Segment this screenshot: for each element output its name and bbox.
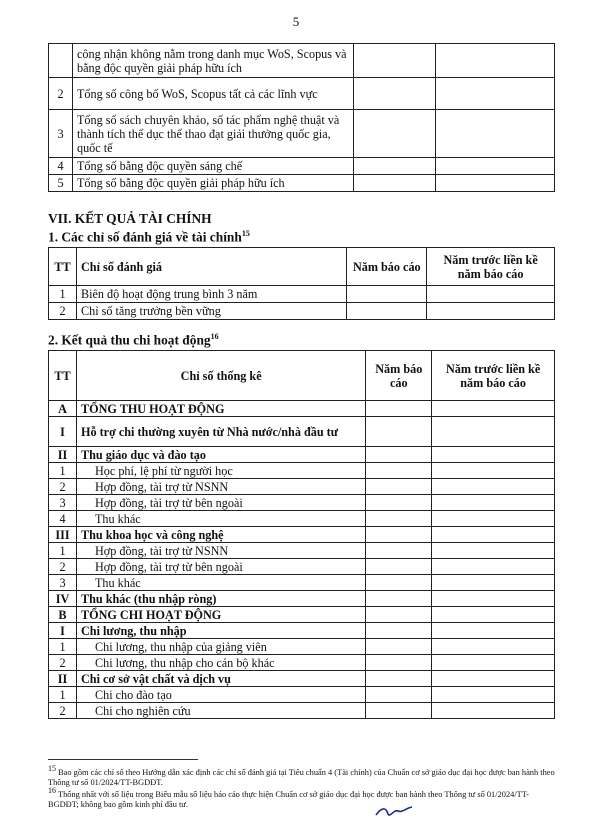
row-text: Hợp đồng, tài trợ từ bên ngoài: [76, 559, 365, 575]
cell-year: [366, 591, 432, 607]
row-tt: 5: [49, 175, 73, 192]
row-tt: 3: [49, 575, 77, 591]
header-tt: TT: [49, 351, 77, 401]
table-row: [49, 607, 555, 623]
cell-prev: [436, 175, 555, 192]
row-tt: IV: [49, 591, 77, 607]
table-row: [49, 511, 555, 527]
cell-prev: [432, 687, 555, 703]
row-tt: 4: [49, 511, 77, 527]
publications-table: [48, 43, 555, 192]
subsection-2-title: 2. Kết quả thu chi hoạt động$^{16}$: [48, 332, 219, 348]
row-tt: 3: [49, 110, 73, 158]
row-tt: 2: [49, 78, 73, 110]
row-tt: II: [49, 447, 77, 463]
row-tt: 1: [49, 543, 77, 559]
row-text: Thu giáo dục và đào tạo: [76, 447, 365, 463]
row-tt: I: [49, 417, 77, 447]
row-tt: 1: [49, 286, 77, 303]
cell-year: [366, 607, 432, 623]
cell-year: [366, 559, 432, 575]
header-previous-year: Năm trước liền kề năm báo cáo: [432, 351, 555, 401]
cell-year: [366, 639, 432, 655]
cell-prev: [427, 286, 555, 303]
table-row: [49, 575, 555, 591]
table-row: [49, 559, 555, 575]
table-row: [49, 703, 555, 719]
row-text: Tổng số bằng độc quyền sáng chế: [72, 158, 353, 175]
cell-prev: [432, 671, 555, 687]
row-tt: [49, 44, 73, 78]
cell-year: [366, 623, 432, 639]
footnote-16: $^{16}$ Thống nhất với số liệu trong Biểu mẫu số liệu báo cáo thực hiện Chuẩn cơ sở giáo dục đại học được ban hành theo Thông tư số 01/2024/TT-BGDĐT; không bao gồm kinh phí đầu tư.: [48, 786, 529, 809]
row-tt: I: [49, 623, 77, 639]
header-statistic: Chỉ số thống kê: [76, 351, 365, 401]
cell-prev: [432, 607, 555, 623]
cell-prev: [432, 401, 555, 417]
table-row: [49, 671, 555, 687]
table-row: [49, 447, 555, 463]
cell-prev: [432, 527, 555, 543]
cell-prev: [432, 591, 555, 607]
cell-year: [366, 575, 432, 591]
cell-prev: [436, 158, 555, 175]
cell-year: [366, 479, 432, 495]
row-text: Chi cho đào tạo: [76, 687, 365, 703]
table-row: [49, 591, 555, 607]
row-tt: 2: [49, 479, 77, 495]
cell-prev: [436, 44, 555, 78]
table-row: [49, 495, 555, 511]
row-tt: 1: [49, 463, 77, 479]
row-tt: 2: [49, 655, 77, 671]
cell-prev: [432, 639, 555, 655]
header-report-year: Năm báo cáo: [347, 248, 427, 286]
row-text: Chi lương, thu nhập: [76, 623, 365, 639]
cell-year: [366, 543, 432, 559]
cell-prev: [436, 78, 555, 110]
row-text: Chi lương, thu nhập của giảng viên: [76, 639, 365, 655]
row-tt: 1: [49, 639, 77, 655]
row-text: Chi cho nghiên cứu: [76, 703, 365, 719]
row-text: TỔNG CHI HOẠT ĐỘNG: [76, 607, 365, 623]
row-text: Hợp đồng, tài trợ từ bên ngoài: [76, 495, 365, 511]
row-text: Tổng số bằng độc quyền giải pháp hữu ích: [72, 175, 353, 192]
row-tt: A: [49, 401, 77, 417]
header-tt: TT: [49, 248, 77, 286]
cell-year: [347, 303, 427, 320]
row-tt: 2: [49, 303, 77, 320]
row-text: Thu khác: [76, 511, 365, 527]
footnote-separator: [48, 759, 198, 760]
table-row: [49, 543, 555, 559]
row-tt: 2: [49, 703, 77, 719]
row-tt: 4: [49, 158, 73, 175]
row-text: Biên độ hoạt động trung bình 3 năm: [76, 286, 346, 303]
cell-prev: [432, 575, 555, 591]
cell-prev: [432, 543, 555, 559]
cell-prev: [432, 417, 555, 447]
row-tt: 1: [49, 687, 77, 703]
cell-year: [354, 175, 436, 192]
table-row: [49, 417, 555, 447]
cell-year: [366, 511, 432, 527]
section-vii-title: VII. KẾT QUẢ TÀI CHÍNH: [48, 211, 212, 226]
row-tt: 2: [49, 559, 77, 575]
cell-prev: [432, 495, 555, 511]
table-row: [49, 479, 555, 495]
header-previous-year: Năm trước liền kề năm báo cáo: [427, 248, 555, 286]
row-text: Chi cơ sở vật chất và dịch vụ: [76, 671, 365, 687]
header-indicator: Chỉ số đánh giá: [76, 248, 346, 286]
row-text: Hợp đồng, tài trợ từ NSNN: [76, 543, 365, 559]
row-text: Tổng số sách chuyên khảo, số tác phẩm nghệ thuật và thành tích thể dục thể thao đạt giải thưởng quốc gia, quốc tế: [72, 110, 353, 158]
cell-year: [366, 417, 432, 447]
cell-prev: [432, 479, 555, 495]
cell-year: [366, 463, 432, 479]
cell-prev: [432, 655, 555, 671]
row-text: Hợp đồng, tài trợ từ NSNN: [76, 479, 365, 495]
table-row: [49, 527, 555, 543]
footnote-15: $^{15}$ Bao gồm các chỉ số theo Hướng dẫn xác định các chỉ số đánh giá tại Tiêu chuẩn 4 (Tài chính) của Chuẩn cơ sở giáo dục đại học được ban hành theo Thông tư số 01/2024/TT-BGDĐT.: [48, 764, 555, 787]
cell-year: [366, 401, 432, 417]
row-text: công nhận không nằm trong danh mục WoS, Scopus và bằng độc quyền giải pháp hữu ích: [72, 44, 353, 78]
row-text: Thu khoa học và công nghệ: [76, 527, 365, 543]
cell-prev: [432, 623, 555, 639]
header-report-year: Năm báo cáo: [366, 351, 432, 401]
cell-prev: [432, 463, 555, 479]
table-row: [49, 687, 555, 703]
row-tt: B: [49, 607, 77, 623]
cell-year: [347, 286, 427, 303]
row-text: Thu khác (thu nhập ròng): [76, 591, 365, 607]
cell-year: [354, 44, 436, 78]
row-text: Học phí, lệ phí từ người học: [76, 463, 365, 479]
row-text: Chi lương, thu nhập cho cán bộ khác: [76, 655, 365, 671]
cell-prev: [432, 559, 555, 575]
cell-year: [354, 158, 436, 175]
cell-prev: [427, 303, 555, 320]
footnote-ref: 16: [210, 332, 219, 341]
row-text: Thu khác: [76, 575, 365, 591]
cell-year: [366, 447, 432, 463]
financial-indicators-table: [48, 247, 555, 320]
table-row: [49, 639, 555, 655]
row-tt: III: [49, 527, 77, 543]
table-row: [49, 623, 555, 639]
cell-year: [366, 671, 432, 687]
footnote-ref: 15: [241, 229, 250, 238]
cell-year: [366, 527, 432, 543]
table-row: [49, 401, 555, 417]
cell-prev: [432, 703, 555, 719]
table-row: [49, 463, 555, 479]
cell-year: [366, 687, 432, 703]
row-text: Tổng số công bố WoS, Scopus tất cả các lĩnh vực: [72, 78, 353, 110]
cell-year: [366, 495, 432, 511]
cell-year: [366, 655, 432, 671]
signature-mark: [374, 805, 414, 819]
cell-year: [354, 110, 436, 158]
cell-prev: [432, 511, 555, 527]
revenue-expense-table: [48, 350, 555, 719]
row-text: Hỗ trợ chi thường xuyên từ Nhà nước/nhà đầu tư: [76, 417, 365, 447]
cell-prev: [436, 110, 555, 158]
row-tt: II: [49, 671, 77, 687]
row-text: TỔNG THU HOẠT ĐỘNG: [76, 401, 365, 417]
row-text: Chỉ số tăng trưởng bền vững: [76, 303, 346, 320]
cell-year: [354, 78, 436, 110]
cell-year: [366, 703, 432, 719]
subsection-1-title: 1. Các chỉ số đánh giá về tài chính$^{15}$: [48, 229, 250, 245]
row-tt: 3: [49, 495, 77, 511]
cell-prev: [432, 447, 555, 463]
page-number: 5: [292, 14, 300, 29]
table-row: [49, 655, 555, 671]
